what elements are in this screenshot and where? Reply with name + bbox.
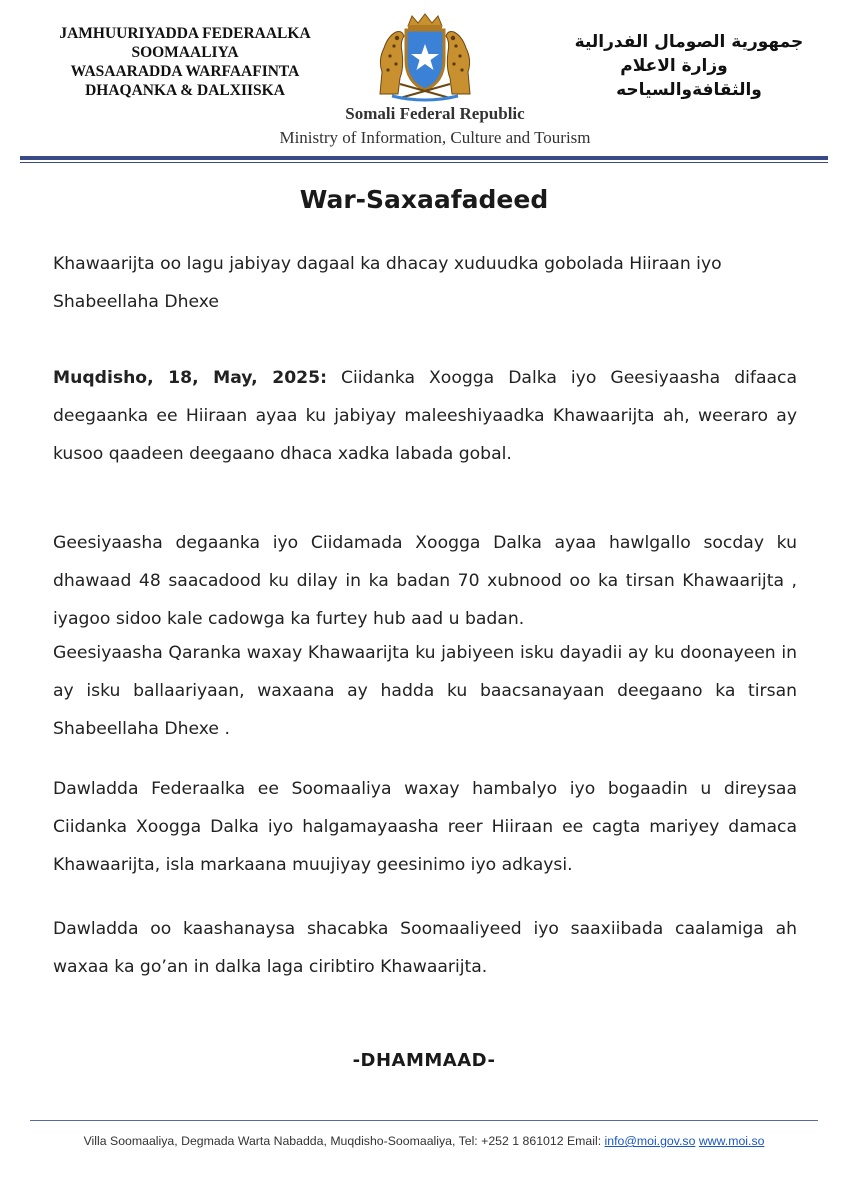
somali-ministry-header: [40, 24, 330, 100]
paragraph: Dawladda Federaalka ee Soomaaliya waxay hambalyo iyo bogaadin u direysaa Ciidanka Xoogga Dalka iyo halgamayaasha reer Hiiraan ee cagta mariyey damaca Khawaarijta, isla markaana muujiyay geesinimo iyo adkaysi.: [53, 779, 797, 875]
paragraph: Geesiyaasha degaanka iyo Ciidamada Xoogga Dalka ayaa hawlgallo socday ku dhawaad 48 saacadood ku dilay in ka badan 70 xubnood oo ka tirsan Khawaarijta , iyagoo sidoo kale cadowga ka furtey hub aad u badan.: [53, 533, 797, 629]
header-line: WASAARADDA WARFAAFINTA: [70, 63, 300, 80]
header-divider-thin: [20, 162, 828, 163]
arabic-ministry-header: [574, 30, 804, 102]
header-line: DHAQANKA & DALXIISKA: [85, 82, 285, 99]
headline: Khawaarijta oo lagu jabiyay dagaal ka dhacay xuduudka gobolada Hiiraan iyo Shabeellaha Dhexe: [53, 254, 722, 312]
header-line: جمهورية الصومال الفدرالية: [574, 32, 804, 52]
paragraph-text: Ciidanka Xoogga Dalka iyo Geesiyaasha difaaca deegaanka ee Hiiraan ayaa ku jabiyay maleeshiyaadka Khawaarijta ah, weeraro ay kusoo qaadeen deegaano dhaca xadka labada gobal.: [53, 368, 797, 464]
header-line: SOOMAALIYA: [131, 44, 239, 61]
document-title: War-Saxaafadeed: [299, 185, 549, 214]
email-link[interactable]: info@moi.gov.so: [604, 1134, 696, 1148]
end-marker: -DHAMMAAD-: [352, 1050, 496, 1071]
republic-name: Somali Federal Republic: [345, 104, 525, 123]
paragraph: Dawladda oo kaashanaysa shacabka Soomaaliyeed iyo saaxiibada caalamiga ah waxaa ka go’an in dalka laga ciribtiro Khawaarijta.: [53, 919, 797, 977]
header-line: والثقافةوالسياحه: [616, 80, 762, 100]
footer-address: Villa Soomaaliya, Degmada Warta Nabadda, Muqdisho-Soomaaliya, Tel: +252 1 861012 Email:: [83, 1134, 605, 1148]
footer: [0, 1134, 848, 1148]
header-line: JAMHUURIYADDA FEDERAALKA: [59, 25, 311, 42]
header-line: وزارة الاعلام: [620, 56, 728, 76]
paragraph: [53, 359, 797, 473]
header-divider: [20, 156, 828, 160]
website-link[interactable]: www.moi.so: [698, 1134, 765, 1148]
footer-divider: [30, 1120, 818, 1121]
ministry-name: Ministry of Information, Culture and Tourism: [279, 128, 591, 147]
coat-of-arms-emblem: [370, 12, 480, 104]
paragraph: Geesiyaasha Qaranka waxay Khawaarijta ku jabiyeen isku dayadii ay ku doonayeen in ay isku ballaariyaan, waxaana ay hadda ku baacsanayaan deegaano ka tirsan Shabeellaha Dhexe .: [53, 643, 797, 739]
dateline: Muqdisho, 18, May, 2025:: [53, 368, 327, 388]
